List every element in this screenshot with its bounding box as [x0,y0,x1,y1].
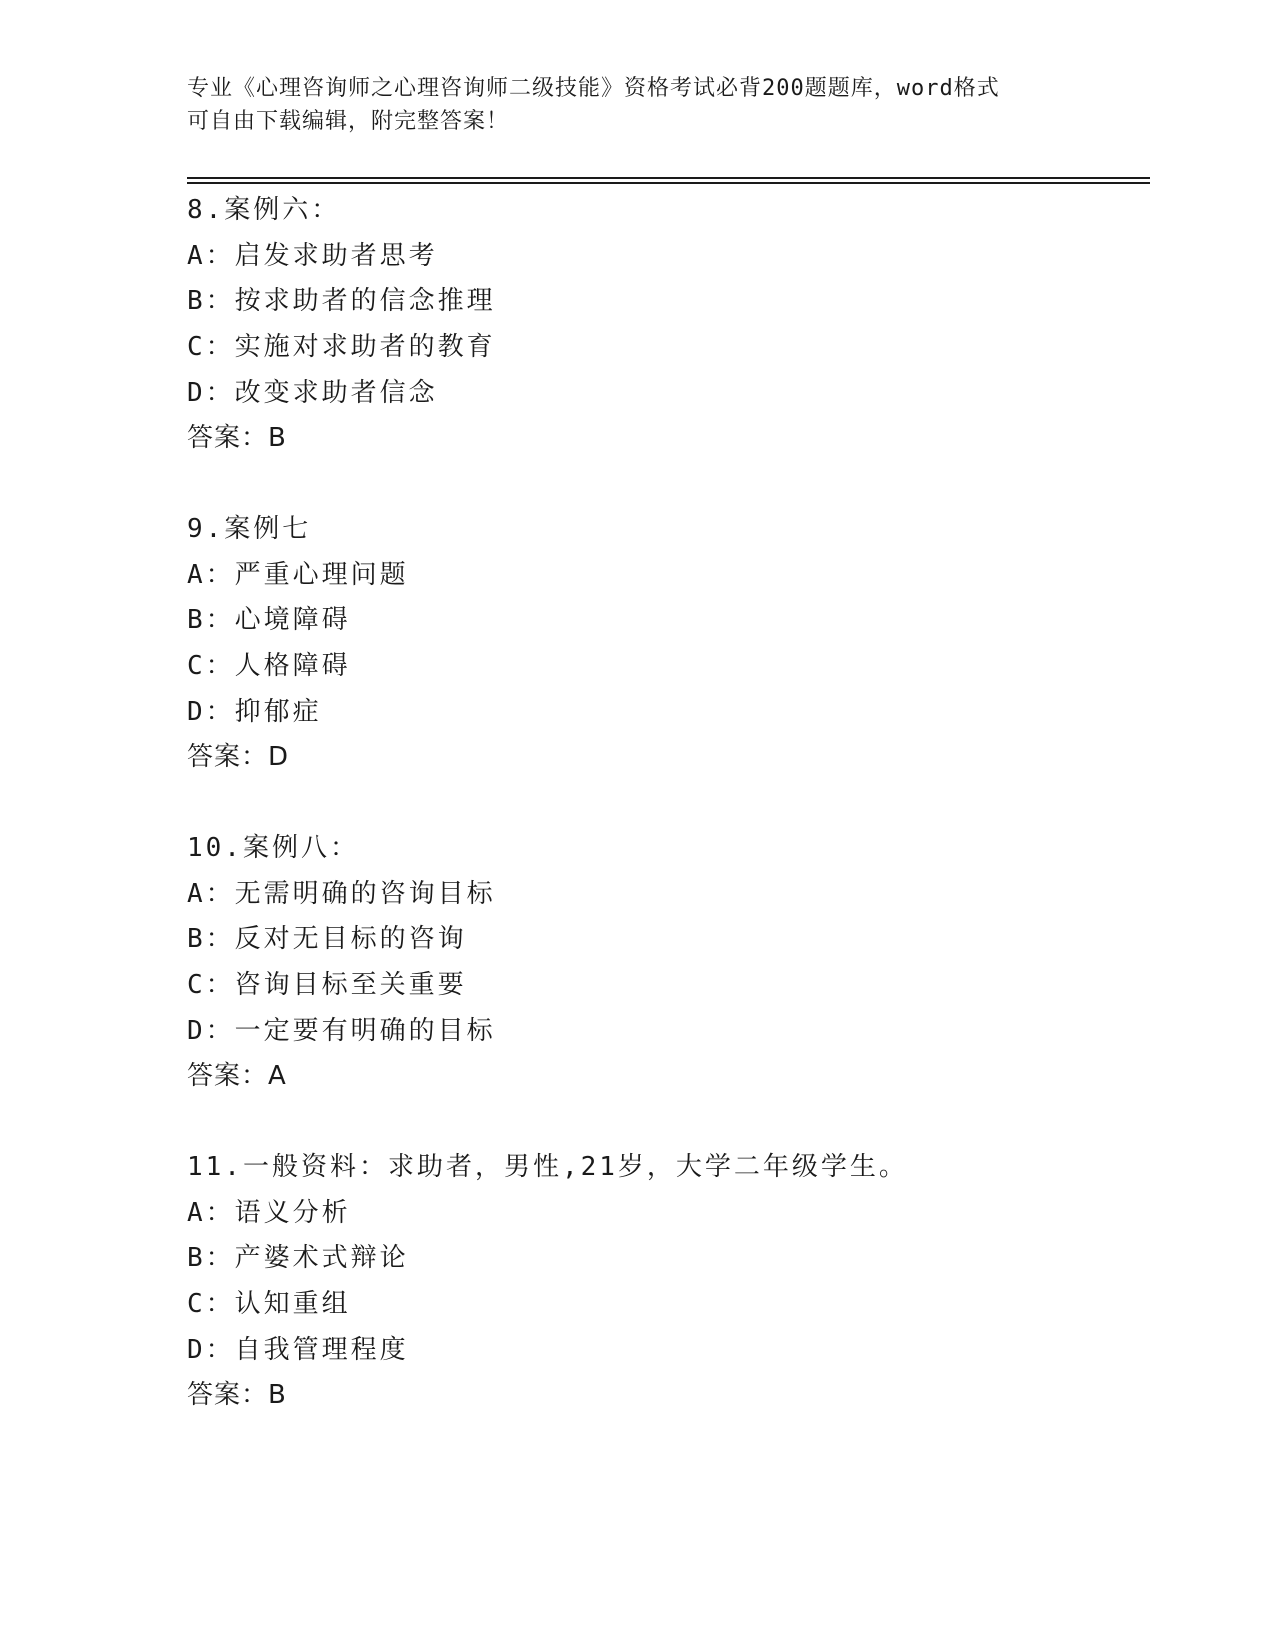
option-c: C：人格障碍 [187,651,351,682]
option-c: C：咨询目标至关重要 [187,970,467,1001]
option-c: C：认知重组 [187,1289,351,1320]
document-header [187,72,1067,138]
option-b: B：按求助者的信念推理 [187,286,496,317]
option-a: A：语义分析 [187,1197,351,1228]
question-8 [187,188,496,462]
option-c: C：实施对求助者的教育 [187,332,496,363]
question-stem: 9.案例七 [187,514,312,544]
question-stem: 11.一般资料：求助者，男性,21岁，大学二年级学生。 [187,1152,908,1182]
option-b: B：心境障碍 [187,605,351,636]
question-stem: 8.案例六： [187,195,341,225]
option-b: B：产婆术式辩论 [187,1243,409,1274]
answer-line: 答案：B [187,1380,287,1411]
option-d: D：自我管理程度 [187,1334,409,1365]
answer-line: 答案：D [187,742,290,773]
header-divider-bottom [187,182,1150,184]
answer-line: 答案：B [187,423,287,454]
question-stem: 10.案例八： [187,833,359,863]
option-d: D：改变求助者信念 [187,377,438,408]
question-10 [187,826,496,1100]
option-d: D：抑郁症 [187,696,322,727]
option-a: A：启发求助者思考 [187,240,438,271]
header-line-2: 可自由下载编辑，附完整答案！ [187,109,510,134]
question-9 [187,507,409,781]
option-b: B：反对无目标的咨询 [187,924,467,955]
answer-line: 答案：A [187,1061,287,1092]
option-d: D：一定要有明确的目标 [187,1015,496,1046]
header-divider-top [187,177,1150,179]
header-line-1: 专业《心理咨询师之心理咨询师二级技能》资格考试必背200题题库，word格式 [187,76,1000,101]
option-a: A：无需明确的咨询目标 [187,878,496,909]
option-a: A：严重心理问题 [187,559,409,590]
question-11 [187,1145,908,1419]
